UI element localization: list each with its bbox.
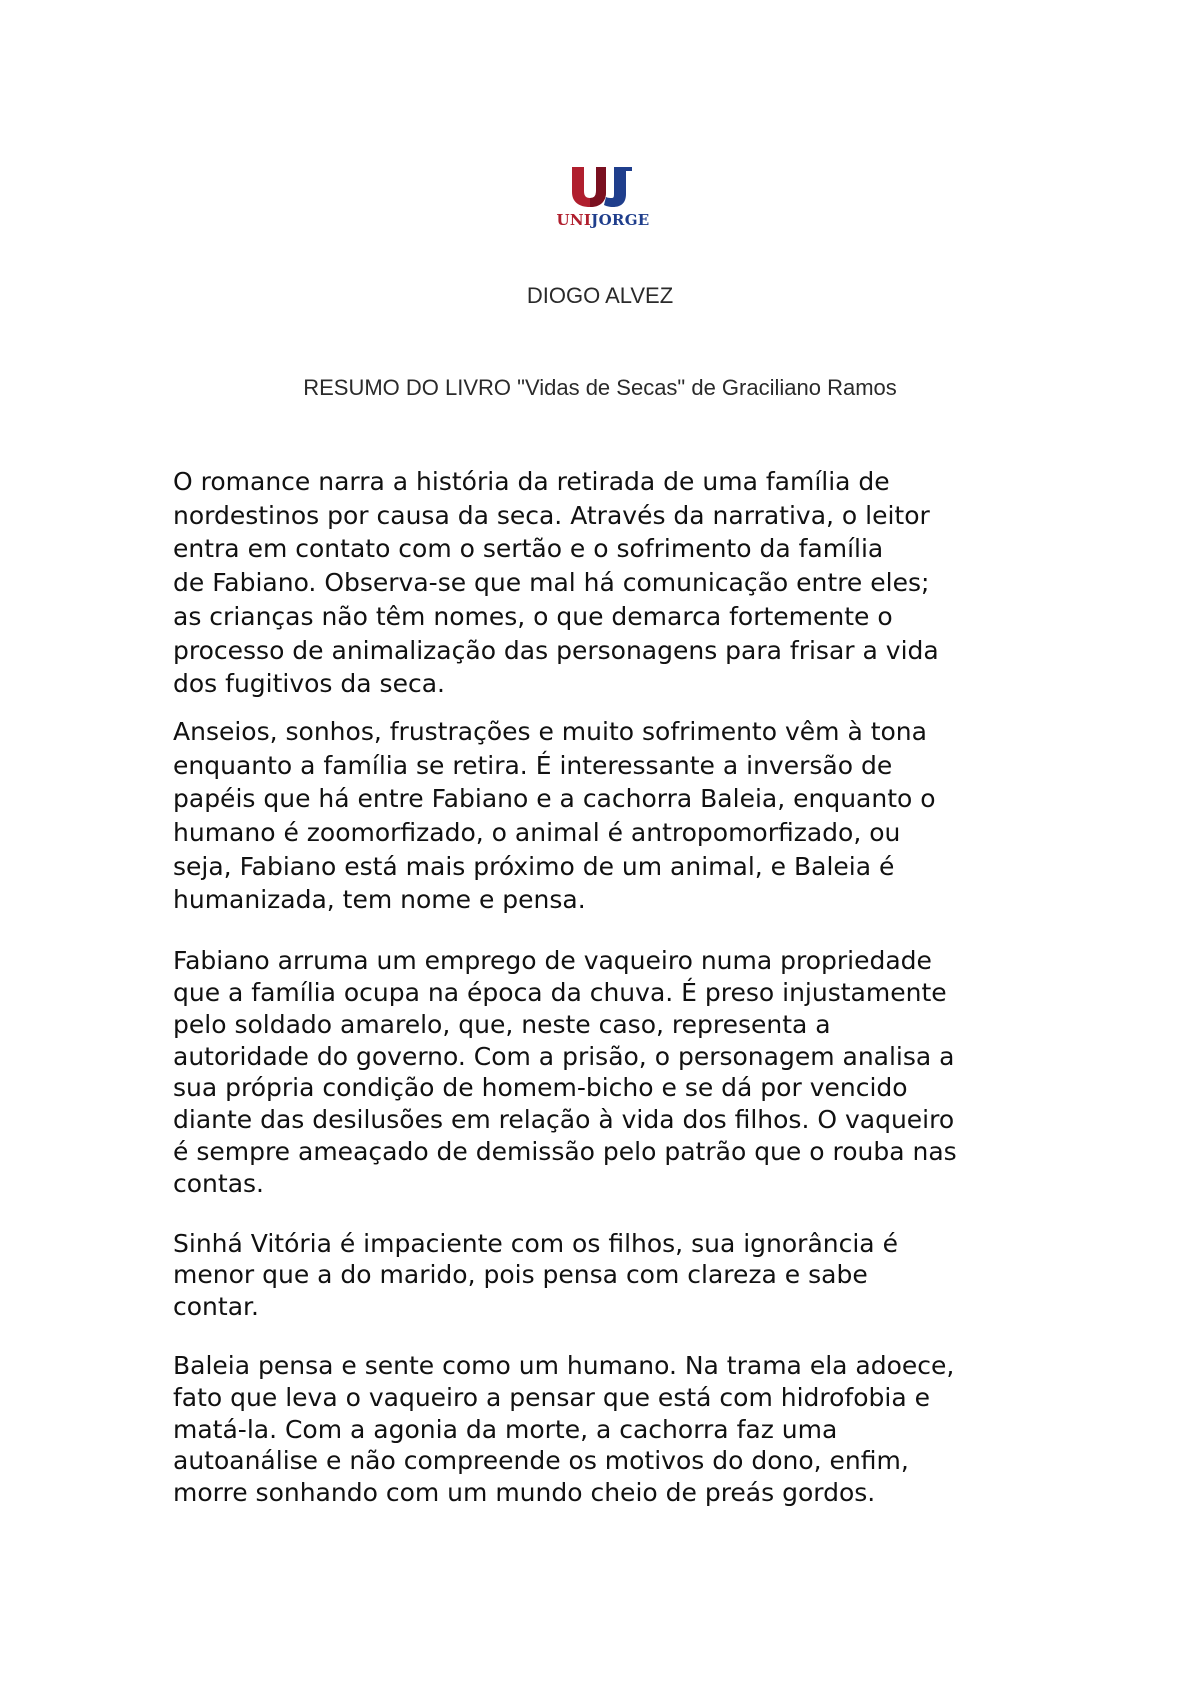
text-line: que a família ocupa na época da chuva. É preso injustamente [173,977,947,1007]
text-line: entra em contato com o sertão e o sofrimento da família [173,534,884,564]
text-line: seja, Fabiano está mais próximo de um animal, e Baleia é [173,851,895,881]
uj-logo-mark-icon [568,165,638,209]
text-line: diante das desilusões em relação à vida dos filhos. O vaqueiro [173,1105,955,1135]
text-line: matá-la. Com a agonia da morte, a cachorra faz uma [173,1414,838,1444]
document-title: RESUMO DO LIVRO "Vidas de Secas" de Graciliano Ramos [303,375,897,400]
paragraph-2 [173,715,1043,917]
text-line: humanizada, tem nome e pensa. [173,885,586,915]
text-line: Fabiano arruma um emprego de vaqueiro numa propriedade [173,946,932,976]
text-line: autoridade do governo. Com a prisão, o personagem analisa a [173,1041,955,1071]
author-name: DIOGO ALVEZ [526,283,674,308]
text-line: as crianças não têm nomes, o que demarca fortemente o [173,601,893,631]
document-body [173,465,1043,1509]
text-line: O romance narra a história da retirada de uma família de [173,467,890,496]
paragraph-4 [173,1228,1043,1323]
text-line: Anseios, sonhos, frustrações e muito sofrimento vêm à tona [173,716,927,746]
text-line: contas. [173,1168,264,1198]
paragraph-3 [173,945,1043,1199]
text-line: menor que a do marido, pois pensa com clareza e sabe [173,1260,868,1290]
text-line: nordestinos por causa da seca. Através da narrativa, o leitor [173,500,930,530]
text-line: dos fugitivos da seca. [173,669,445,699]
unijorge-logo [555,165,651,235]
text-line: Baleia pensa e sente como um humano. Na trama ela adoece, [173,1351,955,1381]
paragraph-5 [173,1350,1043,1509]
text-line: fato que leva o vaqueiro a pensar que está com hidrofobia e [173,1382,930,1412]
text-line: enquanto a família se retira. É interessante a inversão de [173,750,893,780]
text-line: processo de animalização das personagens para frisar a vida [173,635,939,665]
text-line: é sempre ameaçado de demissão pelo patrão que o rouba nas [173,1136,957,1166]
logo-wordmark: UNIJORGE [556,211,650,229]
text-line: de Fabiano. Observa-se que mal há comunicação entre eles; [173,568,930,598]
text-line: pelo soldado amarelo, que, neste caso, representa a [173,1009,831,1039]
text-line: papéis que há entre Fabiano e a cachorra Baleia, enquanto o [173,784,936,814]
paragraph-1 [173,465,1043,701]
text-line: humano é zoomorfizado, o animal é antropomorfizado, ou [173,818,901,848]
text-line: sua própria condição de homem-bicho e se dá por vencido [173,1073,908,1103]
text-line: Sinhá Vitória é impaciente com os filhos, sua ignorância é [173,1228,898,1258]
text-line: autoanálise e não compreende os motivos do dono, enfim, [173,1446,909,1476]
text-line: contar. [173,1291,259,1321]
text-line: morre sonhando com um mundo cheio de preás gordos. [173,1478,876,1508]
